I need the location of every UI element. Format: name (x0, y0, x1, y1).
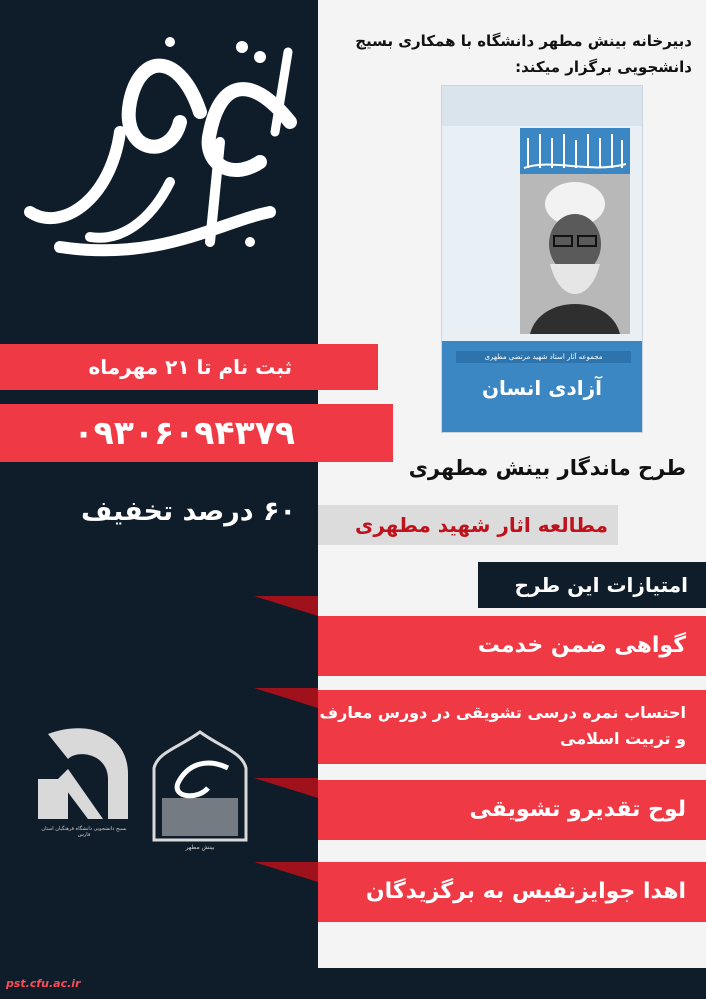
bottom-strip (0, 968, 706, 999)
motahar-caption-text: بینش مطهر (185, 844, 215, 851)
calligraphy-text: بینش مطهر (20, 12, 25, 13)
discount-text: ۶۰ درصد تخفیف (80, 496, 296, 527)
binesh-motahar-emblem-icon (148, 728, 252, 856)
website-link[interactable]: pst.cfu.ac.ir (6, 977, 81, 990)
basij-caption-text: بسیج دانشجویی دانشگاه فرهنگیان استان فارس (41, 826, 127, 838)
ribbon-fold (254, 778, 318, 798)
book-cover (442, 86, 642, 432)
book-title: آزادی انسان (481, 376, 603, 400)
ribbon-fold (254, 596, 318, 616)
portrait-icon (520, 174, 630, 334)
portrait-photo (520, 174, 630, 334)
binesh-motahar-calligraphy-logo (20, 12, 310, 272)
benefit-item: اهدا جوایزنفیس به برگزیدگان (318, 862, 706, 922)
book-cover-top (442, 86, 642, 126)
organizer-line-2: دانشجویی برگزار میکند: (515, 58, 692, 76)
benefit-item: لوح تقدیرو تشویقی (318, 780, 706, 840)
benefits-heading: امتیازات این طرح (478, 562, 706, 608)
plan-title: طرح ماندگار بینش مطهری (408, 456, 686, 480)
ribbon-fold (254, 688, 318, 708)
ribbon-fold (254, 862, 318, 882)
organizer-text (322, 28, 692, 80)
benefit-item: احتساب نمره درسی تشویقی در دورس معارف و تربیت اسلامی (318, 690, 706, 764)
registration-deadline-ribbon: ثبت نام تا ۲۱ مهرماه (0, 344, 378, 390)
phone-number-ribbon[interactable]: ۰۹۳۰۶۰۹۴۳۷۹ (0, 404, 393, 462)
book-calligraphy-art (520, 128, 630, 176)
plan-subtitle: مطالعه اثار شهید مطهری (318, 505, 618, 545)
benefit-item: گواهی ضمن خدمت (318, 616, 706, 676)
organizer-line-1: دبیرخانه بینش مطهر دانشگاه با همکاری بسیج (355, 32, 692, 50)
book-series-label: مجموعه آثار استاد شهید مرتضی مطهری (456, 351, 631, 363)
